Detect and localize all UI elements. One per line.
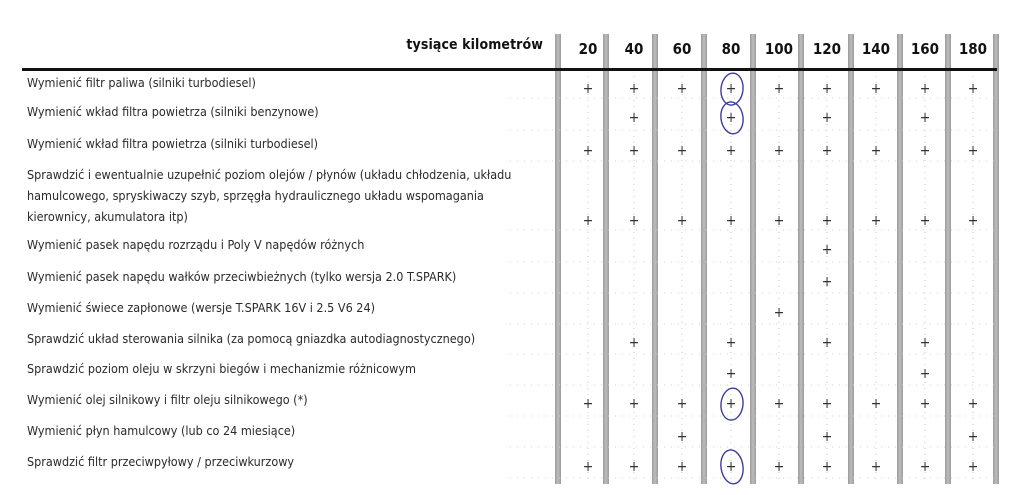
task-label: Wymienić pasek napędu rozrządu i Poly V napędów różnych xyxy=(27,237,365,252)
schedule-mark: + xyxy=(628,459,640,475)
column-separator xyxy=(652,34,658,484)
schedule-mark: + xyxy=(582,459,594,475)
schedule-mark: + xyxy=(773,396,785,412)
header-rule xyxy=(22,68,997,71)
column-separator xyxy=(555,34,561,484)
schedule-mark: + xyxy=(821,459,833,475)
schedule-mark: + xyxy=(582,396,594,412)
schedule-mark: + xyxy=(870,213,882,229)
task-label: Wymienić pasek napędu wałków przeciwbieżnych (tylko wersja 2.0 T.SPARK) xyxy=(27,269,457,284)
header-title: tysiące kilometrów xyxy=(406,37,543,53)
column-separator xyxy=(993,34,999,484)
schedule-mark: + xyxy=(582,213,594,229)
column-separator xyxy=(897,34,903,484)
schedule-mark: + xyxy=(821,81,833,97)
schedule-mark: + xyxy=(967,396,979,412)
schedule-mark: + xyxy=(967,429,979,445)
schedule-mark: + xyxy=(773,459,785,475)
schedule-mark: + xyxy=(919,81,931,97)
task-label: Wymienić olej silnikowy i filtr oleju silnikowego (*) xyxy=(27,392,308,407)
task-label: Wymienić płyn hamulcowy (lub co 24 miesiące) xyxy=(27,423,296,438)
schedule-mark: + xyxy=(919,396,931,412)
mileage-header-40: 40 xyxy=(624,40,644,58)
schedule-mark: + xyxy=(919,459,931,475)
task-label: Wymienić wkład filtra powietrza (silniki benzynowe) xyxy=(27,104,319,119)
schedule-mark: + xyxy=(676,81,688,97)
schedule-mark: + xyxy=(870,459,882,475)
schedule-mark: + xyxy=(773,213,785,229)
column-separator xyxy=(848,34,854,484)
schedule-mark: + xyxy=(919,110,931,126)
schedule-mark: + xyxy=(821,110,833,126)
schedule-mark: + xyxy=(821,429,833,445)
schedule-mark: + xyxy=(821,335,833,351)
schedule-mark: + xyxy=(919,335,931,351)
schedule-mark: + xyxy=(919,366,931,382)
schedule-mark: + xyxy=(676,213,688,229)
schedule-mark: + xyxy=(725,459,737,475)
schedule-mark: + xyxy=(628,213,640,229)
schedule-mark: + xyxy=(821,396,833,412)
schedule-mark: + xyxy=(725,366,737,382)
column-separator xyxy=(798,34,804,484)
schedule-mark: + xyxy=(967,213,979,229)
schedule-mark: + xyxy=(676,143,688,159)
schedule-mark: + xyxy=(967,81,979,97)
schedule-mark: + xyxy=(967,459,979,475)
mileage-header-160: 160 xyxy=(910,40,940,58)
task-label: Sprawdzić układ sterowania silnika (za pomocą gniazdka autodiagnostycznego) xyxy=(27,331,476,346)
schedule-mark: + xyxy=(919,213,931,229)
column-separator xyxy=(750,34,756,484)
mileage-header-180: 180 xyxy=(958,40,988,58)
task-label: Wymienić filtr paliwa (silniki turbodiesel) xyxy=(27,75,256,90)
column-separator xyxy=(701,34,707,484)
task-label: Sprawdzić filtr przeciwpyłowy / przeciwkurzowy xyxy=(27,454,295,469)
schedule-mark: + xyxy=(773,81,785,97)
schedule-mark: + xyxy=(628,396,640,412)
schedule-mark: + xyxy=(582,143,594,159)
task-label: Wymienić świece zapłonowe (wersje T.SPARK 16V i 2.5 V6 24) xyxy=(27,300,375,315)
column-separator xyxy=(603,34,609,484)
schedule-mark: + xyxy=(870,143,882,159)
schedule-mark: + xyxy=(821,143,833,159)
schedule-mark: + xyxy=(773,143,785,159)
task-label: Sprawdzić i ewentualnie uzupełnić poziom olejów / płynów (układu chłodzenia, układu hamulcowego, spryskiwaczy szyb, sprzęgła hydraulicznego układu wspomagania kierownicy, akumulatora itp) xyxy=(27,167,512,224)
mileage-header-100: 100 xyxy=(764,40,794,58)
schedule-mark: + xyxy=(628,81,640,97)
schedule-mark: + xyxy=(725,213,737,229)
schedule-mark: + xyxy=(725,335,737,351)
schedule-mark: + xyxy=(821,242,833,258)
schedule-mark: + xyxy=(628,110,640,126)
schedule-mark: + xyxy=(821,274,833,290)
schedule-mark: + xyxy=(676,429,688,445)
schedule-mark: + xyxy=(870,396,882,412)
mileage-header-20: 20 xyxy=(578,40,598,58)
schedule-mark: + xyxy=(967,143,979,159)
schedule-mark: + xyxy=(725,81,737,97)
schedule-mark: + xyxy=(725,110,737,126)
mileage-header-120: 120 xyxy=(812,40,842,58)
column-separator xyxy=(945,34,951,484)
schedule-mark: + xyxy=(725,396,737,412)
schedule-mark: + xyxy=(676,459,688,475)
schedule-mark: + xyxy=(773,305,785,321)
schedule-mark: + xyxy=(676,396,688,412)
schedule-mark: + xyxy=(628,143,640,159)
schedule-mark: + xyxy=(870,81,882,97)
schedule-mark: + xyxy=(821,213,833,229)
mileage-header-80: 80 xyxy=(721,40,741,58)
schedule-mark: + xyxy=(725,143,737,159)
task-label: Wymienić wkład filtra powietrza (silniki turbodiesel) xyxy=(27,136,319,151)
schedule-mark: + xyxy=(919,143,931,159)
schedule-mark: + xyxy=(582,81,594,97)
schedule-mark: + xyxy=(628,335,640,351)
task-label: Sprawdzić poziom oleju w skrzyni biegów i mechanizmie różnicowym xyxy=(27,361,416,376)
mileage-header-140: 140 xyxy=(861,40,891,58)
mileage-header-60: 60 xyxy=(672,40,692,58)
